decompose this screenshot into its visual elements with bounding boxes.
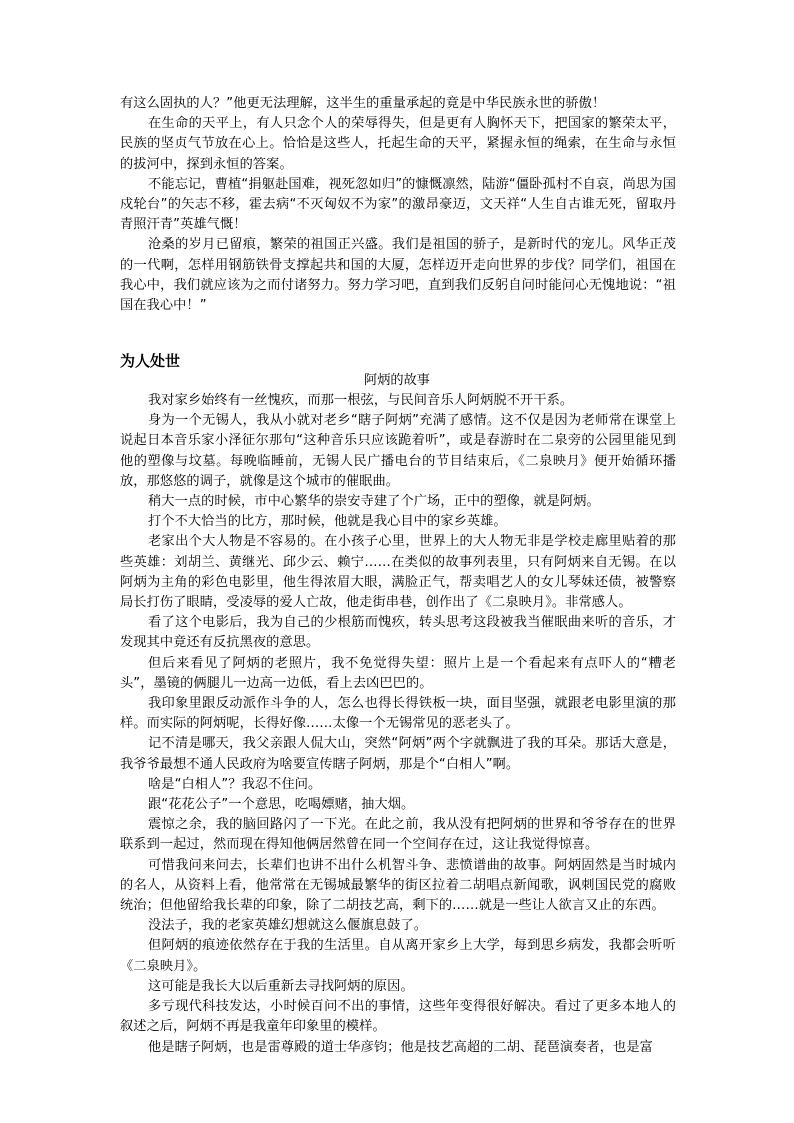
paragraph: 老家出个大人物是不容易的。在小孩子心里，世界上的大人物无非是学校走廊里贴着的那些英雄：刘胡兰、黄继光、邱少云、赖宁……在类似的故事列表里，只有阿炳来自无锡。在以阿炳为主角的彩色电影里，他生得浓眉大眼，满脸正气，帮卖唱艺人的女儿琴妹还债，被警察局长打伤了眼睛，受凌辱的爱人亡故，他走街串巷，创作出了《二泉映月》。非常感人。 — [120, 534, 676, 611]
paragraph: 不能忘记，曹植“捐躯赴国难，视死忽如归”的慷慨凛然，陆游“僵卧孤村不自哀，尚思为国戍轮台”的矢志不移，霍去病“不灭匈奴不为家”的激昂豪迈，文天祥“人生自古谁无死，留取丹青照汗青”英雄气慨！ — [120, 176, 676, 233]
paragraph: 跟“花花公子”一个意思，吃喝嫖赌，抽大烟。 — [148, 797, 415, 813]
paragraph: 他是瞎子阿炳，也是雷尊殿的道士华彦钧；他是技艺高超的二胡、琵琶演奏者，也是富 — [148, 1039, 653, 1055]
paragraph: 有这么固执的人？”他更无法理解，这半生的重量承起的竟是中华民族永世的骄傲！ — [120, 96, 606, 111]
paragraph: 我对家乡始终有一丝愧疚，而那一根弦，与民间音乐人阿炳脱不开干系。 — [148, 393, 574, 408]
paragraph: 震惊之余，我的脑回路闪了一下光。在此之前，我从没有把阿炳的世界和爷爷存在的世界联系到一起过，然而现在得知他俩居然曾在同一个空间存在过，这让我觉得惊喜。 — [120, 817, 676, 853]
paragraph: 多亏现代科技发达，小时候百问不出的事情，这些年变得很好解决。看过了更多本地人的叙述之后，阿炳不再是我童年印象里的模样。 — [120, 999, 676, 1035]
paragraph: 但阿炳的痕迹依然存在于我的生活里。自从离开家乡上大学，每到思乡病发，我都会听听《二泉映月》。 — [120, 938, 676, 974]
paragraph: 没法子，我的老家英雄幻想就这么偃旗息鼓了。 — [148, 918, 428, 934]
section-heading: 为人处世 — [120, 352, 181, 370]
essay-conclusion — [120, 94, 676, 316]
paragraph: 看了这个电影后，我为自己的少根筋而愧疚，转头思考这段被我当催眠曲来听的音乐，才发现其中竟还有反抗黑夜的意思。 — [120, 615, 676, 651]
paragraph: 这可能是我长大以后重新去寻找阿炳的原因。 — [148, 978, 414, 994]
paragraph: 稍大一点的时候，市中心繁华的崇安寺建了个广场，正中的塑像，就是阿炳。 — [148, 494, 600, 510]
paragraph: 可惜我问来问去，长辈们也讲不出什么机智斗争、悲愤谱曲的故事。阿炳固然是当时城内的名人，从资料上看，他常常在无锡城最繁华的街区拉着二胡唱点新闻歌，讽刺国民党的腐败统治；但他留给我长辈的印象，除了二胡技艺高，剩下的……就是一些让人欲言又止的东西。 — [120, 857, 676, 914]
paragraph: 啥是“白相人”？我忍不住问。 — [148, 776, 322, 792]
paragraph: 记不清是哪天，我父亲跟人侃大山，突然“阿炳”两个字就飘进了我的耳朵。那话大意是，我爷爷最想不通人民政府为啥要宣传瞎子阿炳，那是个“白相人”啊。 — [120, 736, 676, 772]
paragraph: 我印象里跟反动派作斗争的人，怎么也得长得铁板一块，面目坚强，就跟老电影里演的那样。而实际的阿炳呢，长得好像……太像一个无锡常见的恶老头了。 — [120, 696, 676, 732]
article-body — [120, 391, 676, 1058]
paragraph: 但后来看见了阿炳的老照片，我不免觉得失望：照片上是一个看起来有点吓人的“糟老头”，墨镜的俩腿儿一边高一边低，看上去凶巴巴的。 — [120, 655, 676, 691]
paragraph: 打个不大恰当的比方，那时候，他就是我心目中的家乡英雄。 — [148, 514, 507, 530]
paragraph: 沧桑的岁月已留痕，繁荣的祖国正兴盛。我们是祖国的骄子，是新时代的宠儿。风华正茂的一代啊，怎样用钢筋铁骨支撑起共和国的大厦，怎样迈开走向世界的步伐？同学们，祖国在我心中，我们就应该为之而付诸努力。努力学习吧，直到我们反躬自问时能问心无愧地说：“祖国在我心中！” — [120, 237, 676, 314]
paragraph: 在生命的天平上，有人只念个人的荣辱得失，但是更有人胸怀天下，把国家的繁荣太平，民族的坚贞气节放在心上。恰恰是这些人，托起生命的天平，紧握永恒的绳索，在生命与永恒的拔河中，探到永恒的答案。 — [120, 116, 676, 172]
paragraph: 身为一个无锡人，我从小就对老乡“瞎子阿炳”充满了感情。这不仅是因为老师常在课堂上说起日本音乐家小泽征尔那句“这种音乐只应该跪着听”，或是春游时在二泉旁的公园里能见到他的塑像与坟墓。每晚临睡前，无锡人民广播电台的节目结束后，《二泉映月》便开始循环播放，那悠悠的调子，就像是这个城市的催眠曲。 — [120, 413, 676, 489]
article-title: 阿炳的故事 — [364, 373, 430, 388]
